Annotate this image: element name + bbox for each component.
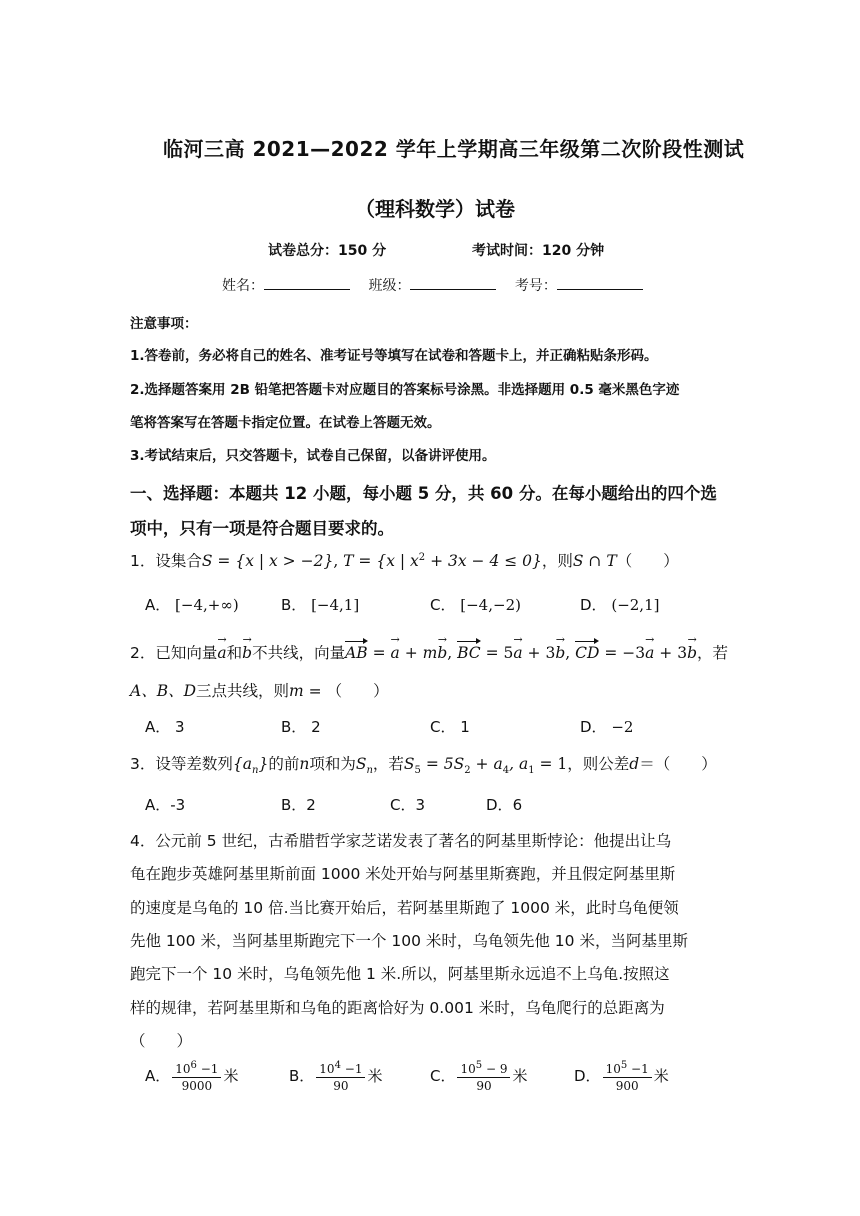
q2-option-a[interactable]: A． 3 [145,718,185,736]
q3-text-1: 3．设等差数列 [130,755,233,773]
q4-line-6: 样的规律，若阿基里斯和乌龟的距离恰好为 0.001 米时，乌龟爬行的总距离为 [130,999,665,1017]
vector-ab: AB [345,644,368,662]
q1-option-d[interactable]: D． (−2,1] [580,596,660,614]
q1-then: ，则 [541,552,573,570]
q3-text-4: ，若 [372,755,404,773]
q3-d: d [629,755,640,773]
class-label: 班级： [368,278,411,294]
vector-bc: BC [457,644,481,662]
q1-option-a[interactable]: A． [−4,+∞) [145,596,239,614]
note-item-2: 2.选择题答案用 2B 铅笔把答题卡对应题目的答案标号涂黑。非选择题用 0.5 毫米黑色字迹 [130,382,680,398]
q4-line-2: 龟在跑步英雄阿基里斯前面 1000 米处开始与阿基里斯赛跑，并且假定阿基里斯 [130,865,676,883]
q4-line-4: 先他 100 米，当阿基里斯跑完下一个 100 米时，乌龟领先他 10 米，当阿基里斯 [130,932,688,950]
q3-text-5: ，则公差 [567,755,630,773]
class-blank[interactable] [410,275,496,290]
exam-subtitle: （理科数学）试卷 [355,197,515,221]
q2-points: A、B、D [130,682,197,700]
q2-text-4: = （ ） [303,682,389,700]
q2-and: 和 [226,644,243,662]
q2-cd-eq: = −3 [599,644,646,662]
vector-cd: CD [575,644,600,662]
q1-expr: S ∩ T [572,552,617,570]
vector-a: → a [391,644,400,662]
q3-option-b[interactable]: B．2 [281,796,316,814]
q3-sn: S [355,755,367,773]
name-blank[interactable] [264,275,350,290]
note-item-3: 3.考试结束后，只交答题卡，试卷自己保留，以备讲评使用。 [130,448,496,464]
q2-option-c[interactable]: C． 1 [430,718,470,736]
q3-option-c[interactable]: C．3 [390,796,426,814]
vector-b: → b [437,644,447,662]
q1-set-s: S = {x | x > −2} [201,552,334,570]
q2-if: ，若 [697,644,729,662]
q2-text-1: 2．已知向量 [130,644,218,662]
exam-no-label: 考号： [514,278,557,294]
note-item-1: 1.答卷前，务必将自己的姓名、准考证号等填写在试卷和答题卡上，并正确粘贴条形码。 [130,348,658,364]
q1-option-c[interactable]: C． [−4,−2) [430,596,521,614]
q2-m: m [289,682,304,700]
q3-n: n [299,755,310,773]
q3-text-3: 项和为 [309,755,356,773]
question-2: 2．已知向量→ a和→ b不共线，向量AB = → a + m→ b, BC = 5→ a + 3→ b, CD = −3→ a + 3→ b，若 [130,641,728,663]
q2-ab-mid: + m [399,644,438,662]
question-3: 3．设等差数列$\{a_n\}$的前n项和为$S_n$，若$S_5 = 5S_2 + a_4$, $a_1 = 1$，则公差d＝（ ） [130,755,717,777]
q3-text-2: 的前 [268,755,300,773]
q2-option-b[interactable]: B． 2 [281,718,321,736]
q3-option-a[interactable]: A．-3 [145,796,186,814]
exam-time: 考试时间：120 分钟 [472,243,605,259]
vector-a: → a [645,644,654,662]
q1-set-t-a: T = {x | x [343,552,419,570]
exam-title: 临河三高 2021—2022 学年上学期高三年级第二次阶段性测试 [163,137,745,161]
q2-bc-eq: = 5 [480,644,514,662]
vector-a: → a [513,644,522,662]
q1-set-t-b: + 3x − 4 ≤ 0} [425,552,542,570]
q4-line-5: 跑完下一个 10 米时，乌龟领先他 1 米.所以，阿基里斯永远追不上乌龟.按照这 [130,965,670,983]
q2-bc-mid: + 3 [522,644,556,662]
total-score: 试卷总分：150 分 [268,243,387,259]
q2-text-2: 不共线，向量 [252,644,346,662]
section-heading-line1: 一、选择题：本题共 12 小题，每小题 5 分，共 60 分。在每小题给出的四个选 [130,484,717,503]
question-2-line2 [130,679,389,701]
q4-line-7: （ ） [130,1032,193,1050]
q4-option-d[interactable]: D． $\frac{10^5 -1}{900}$ 米 [574,1060,669,1093]
q3-cond: S [403,755,415,773]
q1-option-b[interactable]: B． [−4,1] [281,596,360,614]
q4-option-a[interactable]: A． $\frac{10^6 -1}{9000}$ 米 [145,1060,239,1093]
q2-option-d[interactable]: D． −2 [580,718,634,736]
q4-option-c[interactable]: C． $\frac{10^5 - 9}{90}$ 米 [430,1060,528,1093]
q2-cd-mid: + 3 [654,644,688,662]
vector-b: → b [242,644,252,662]
student-fields [222,275,657,295]
q4-line-1: 4．公元前 5 世纪，古希腊哲学家芝诺发表了著名的阿基里斯悖论：他提出让乌 [130,832,672,850]
question-1: 1．设集合S = {x | x > −2}, T = {x | $x^2 + 3x - 4 \le 0$}，则S ∩ T（ ） [130,551,679,570]
vector-a: → a [217,644,226,662]
vector-b: → b [555,644,565,662]
q1-prefix: 1．设集合 [130,552,202,570]
note-item-2-cont: 笔将答案写在答题卡指定位置。在试卷上答题无效。 [130,415,441,431]
q1-paren: （ ） [616,552,679,570]
q3-text-6: ＝（ ） [639,755,717,773]
q3-option-d[interactable]: D．6 [486,796,523,814]
name-label: 姓名： [222,278,264,294]
exam-no-blank[interactable] [557,275,643,290]
q2-text-3: 三点共线，则 [196,682,290,700]
q3-seq: {a [232,755,252,773]
q4-line-3: 的速度是乌龟的 10 倍.当比赛开始后，若阿基里斯跑了 1000 米，此时乌龟便领 [130,899,679,917]
notes-heading: 注意事项： [130,316,198,332]
q2-ab-eq: = [367,644,391,662]
vector-b: → b [687,644,697,662]
q4-option-b[interactable]: B． $\frac{10^4 -1}{90}$ 米 [289,1060,383,1093]
section-heading-line2: 项中，只有一项是符合题目要求的。 [130,519,394,538]
